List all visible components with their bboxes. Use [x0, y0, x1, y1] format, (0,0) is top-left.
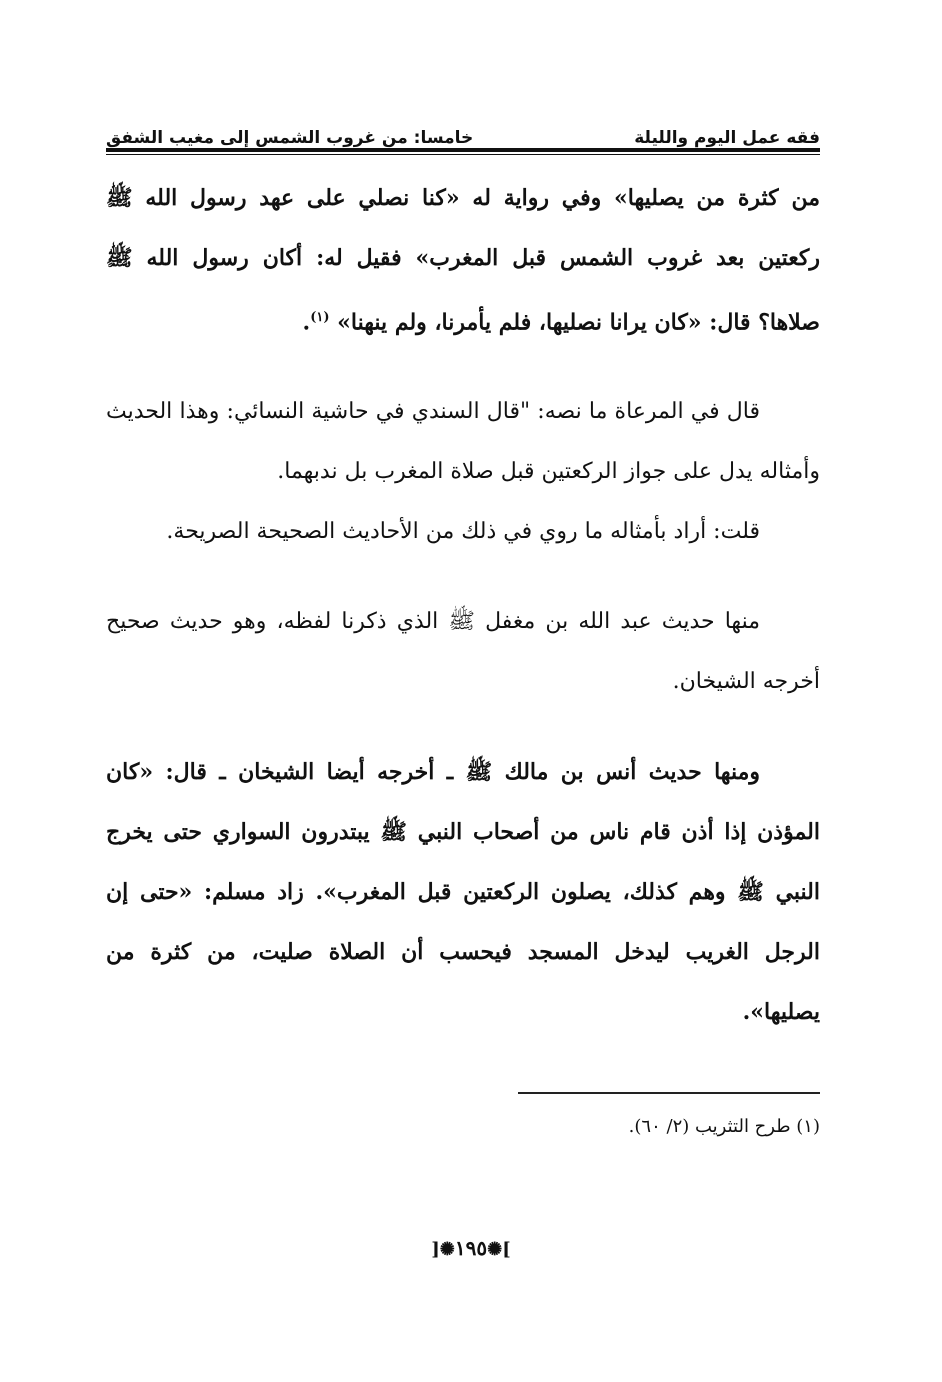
page-number-ornament-right: ]✺	[487, 1239, 511, 1260]
header-rule-thick	[106, 148, 820, 152]
chapter-title: خامسا: من غروب الشمس إلى مغيب الشفق	[106, 128, 474, 148]
paragraph-1	[106, 168, 820, 352]
paragraph-5: ومنها حديث أنس بن مالك ﷺ ـ أخرجه أيضا الشيخان ـ قال: «كان المؤذن إذا أذن قام ناس من أصحاب النبي ﷺ يبتدرون السواري حتى يخرج النبي ﷺ وهم كذلك، يصلون الركعتين قبل المغرب». زاد مسلم: «حتى إن الرجل الغريب ليدخل المسجد فيحسب أن الصلاة صليت، من كثرة من يصليها».	[106, 759, 820, 1026]
book-title: فقه عمل اليوم والليلة	[634, 128, 820, 148]
page-number	[380, 1236, 562, 1260]
paragraph-1-end: .	[302, 309, 311, 336]
paragraph-2: قال في المرعاة ما نصه: "قال السندي في حاشية النسائي: وهذا الحديث وأمثاله يدل على جواز الركعتين قبل صلاة المغرب بل ندبهما.	[106, 399, 820, 485]
running-header	[106, 112, 820, 148]
footnote: (١) طرح التثريب (٢/ ٦٠).	[628, 1116, 820, 1137]
page-number-value: ١٩٥	[454, 1236, 488, 1260]
body-text	[106, 168, 820, 1042]
footnote-reference: (١)	[310, 310, 330, 325]
page-number-ornament-left: ✺[	[431, 1239, 455, 1260]
header-rule-thin	[106, 154, 820, 155]
paragraph-1-text: من كثرة من يصليها» وفي رواية له «كنا نصلي على عهد رسول الله ﷺ ركعتين بعد غروب الشمس قبل المغرب» فقيل له: أكان رسول الله ﷺ صلاها؟ قال: «كان يرانا نصليها، فلم يأمرنا، ولم ينهنا»	[106, 185, 820, 336]
paragraph-4: منها حديث عبد الله بن مغفل ﷺ الذي ذكرنا لفظه، وهو حديث صحيح أخرجه الشيخان.	[106, 609, 820, 695]
footnote-separator	[518, 1092, 820, 1094]
paragraph-3: قلت: أراد بأمثاله ما روي في ذلك من الأحاديث الصحيحة الصريحة.	[166, 519, 760, 545]
